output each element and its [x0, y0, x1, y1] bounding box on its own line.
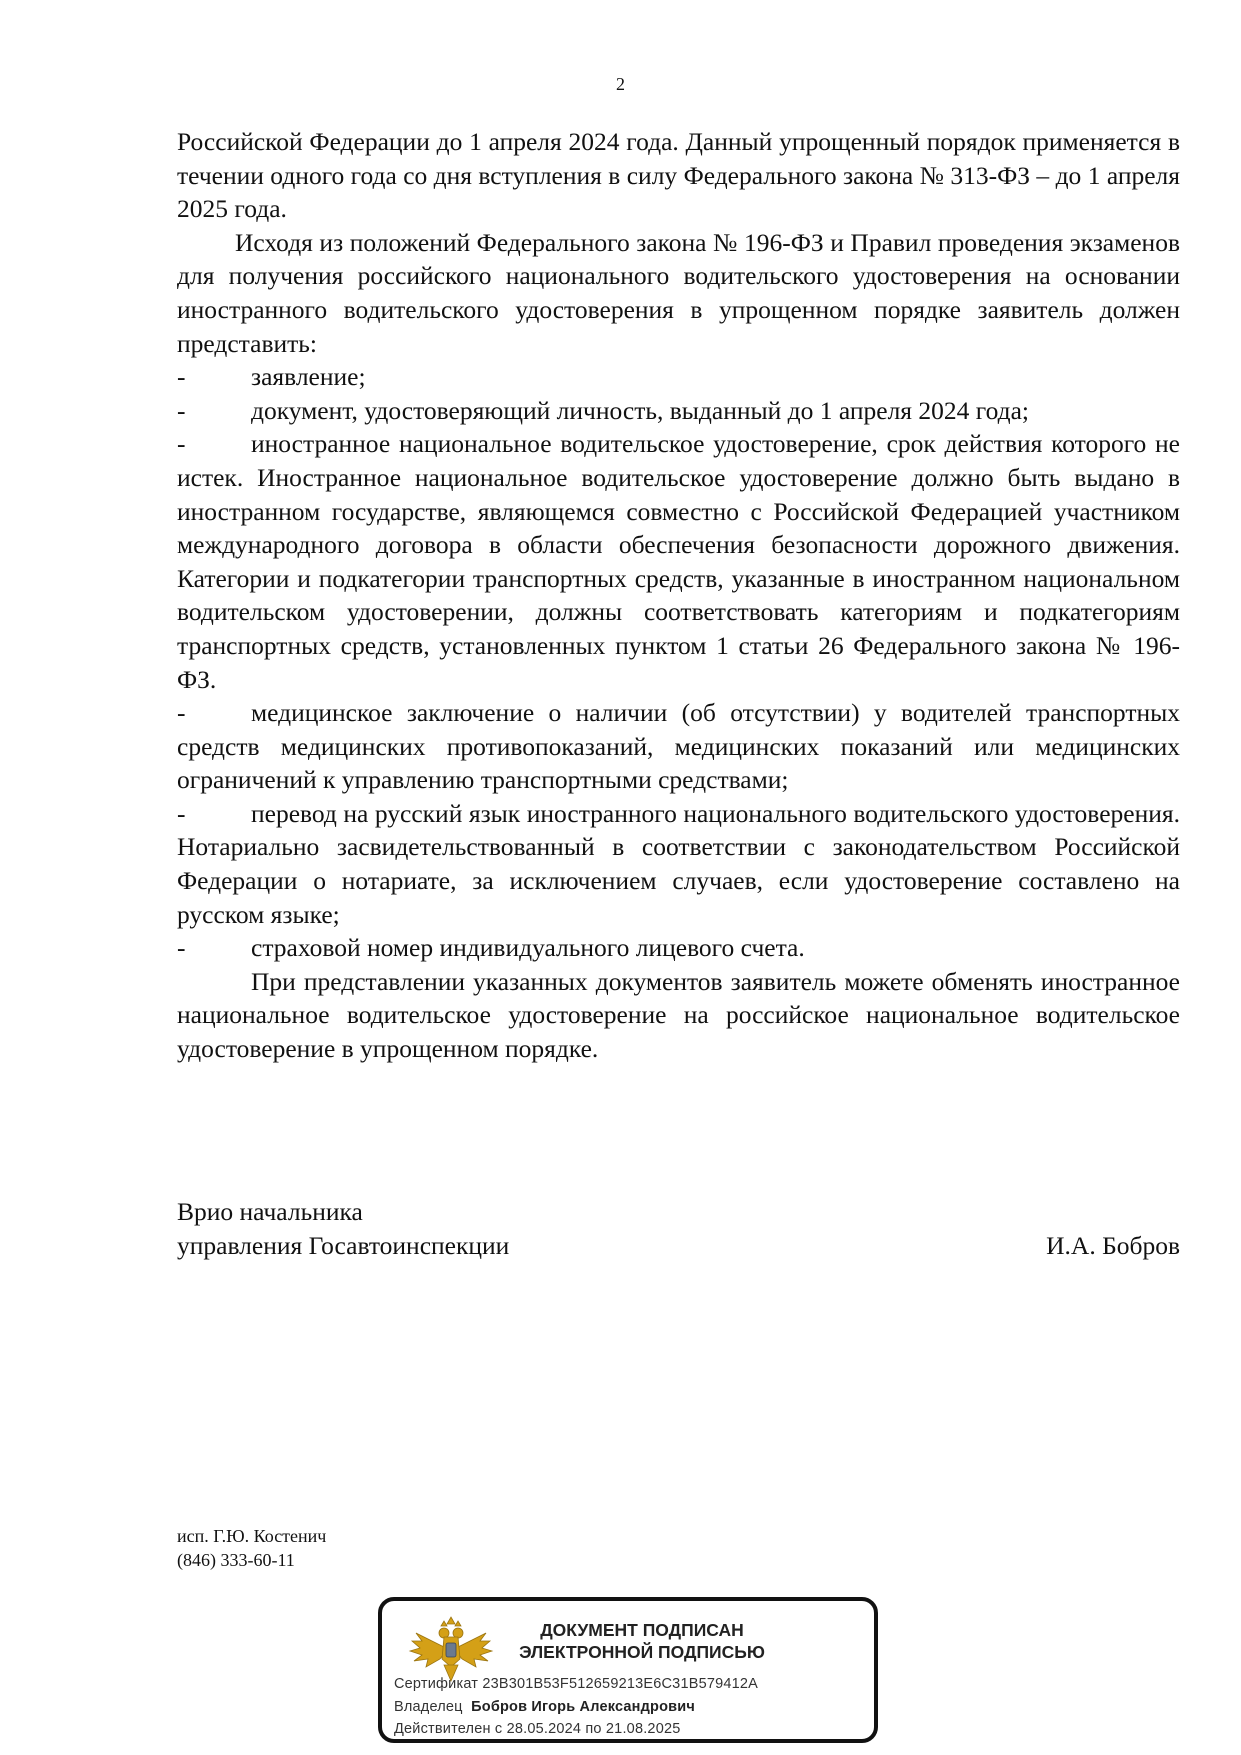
- executor-name: исп. Г.Ю. Костенич: [177, 1526, 327, 1546]
- signer-name: И.А. Бобров: [1046, 1230, 1180, 1260]
- signer-position-line1: Врио начальника: [177, 1197, 363, 1226]
- list-item: [177, 360, 1180, 394]
- stamp-title: [492, 1619, 792, 1663]
- list-marker: -: [177, 395, 186, 425]
- list-item-text: заявление;: [251, 362, 366, 392]
- list-marker: -: [177, 698, 186, 728]
- list-item: [177, 427, 1180, 696]
- list-marker: -: [177, 429, 186, 459]
- stamp-owner-line: [394, 1699, 695, 1715]
- list-item-text: медицинское заключение о наличии (об отсутствии) у водителей транспортных средств медицинских противопоказаний, медицинских показаний или медицинских ограничений к управлению транспортными средствами;: [177, 698, 1180, 795]
- document-body: [177, 125, 1180, 1066]
- certificate-label: Сертификат: [394, 1676, 479, 1692]
- list-item-text: иностранное национальное водительское удостоверение, срок действия которого не истек. Иностранное национальное водительское удостоверение должно быть выдано в иностранном государстве, являющемся совместно с Российской Федерацией участником международного договора в области обеспечения безопасности дорожного движения. Категории и подкатегории транспортных средств, указанные в иностранном национальном водительском удостоверении, должны соответствовать категориям и подкатегориям транспортных средств, установленных пунктом 1 статьи 26 Федерального закона № 196-ФЗ.: [177, 429, 1180, 694]
- paragraph: Российской Федерации до 1 апреля 2024 года. Данный упрощенный порядок применяется в течении одного года со дня вступления в силу Федерального закона № 313-ФЗ – до 1 апреля 2025 года.: [177, 127, 1180, 224]
- owner-value: Бобров Игорь Александрович: [471, 1699, 696, 1715]
- stamp-certificate-line: [394, 1676, 758, 1692]
- closing-paragraph: При представлении указанных документов заявитель можете обменять иностранное национальное водительское удостоверение на российское национальное водительское удостоверение в упрощенном порядке.: [177, 966, 1180, 1064]
- list-marker: -: [177, 798, 186, 828]
- executor-block: [177, 1524, 326, 1572]
- executor-phone: (846) 333-60-11: [177, 1550, 295, 1570]
- certificate-value: 23B301B53F512659213E6C31B579412A: [482, 1676, 759, 1692]
- stamp-title-line1: ДОКУМЕНТ ПОДПИСАН: [540, 1620, 744, 1640]
- signature-block: [177, 1195, 1180, 1262]
- page-number: 2: [616, 74, 625, 94]
- owner-label: Владелец: [394, 1699, 463, 1715]
- paragraph: Исходя из положений Федерального закона № 196-ФЗ и Правил проведения экзаменов для получения российского национального водительского удостоверения на основании иностранного водительского удостоверения в упрощенном порядке заявитель должен представить:: [177, 227, 1180, 358]
- list-marker: -: [177, 933, 186, 963]
- electronic-signature-stamp: [378, 1597, 878, 1743]
- list-item-text: перевод на русский язык иностранного национального водительского удостоверения. Нотариально засвидетельствованный в соответствии с законодательством Российской Федерации о нотариате, за исключением случаев, если удостоверение составлено на русском языке;: [177, 798, 1180, 929]
- list-marker: -: [177, 362, 186, 392]
- list-item-text: страховой номер индивидуального лицевого счета.: [251, 933, 805, 963]
- stamp-title-line2: ЭЛЕКТРОННОЙ ПОДПИСЬЮ: [519, 1642, 765, 1662]
- list-item: [177, 696, 1180, 797]
- list-item: [177, 931, 1180, 965]
- signer-position-line2: управления Госавтоинспекции: [177, 1230, 510, 1260]
- list-item: [177, 394, 1180, 428]
- stamp-validity-line: Действителен с 28.05.2024 по 21.08.2025: [394, 1721, 681, 1737]
- list-item-text: документ, удостоверяющий личность, выданный до 1 апреля 2024 года;: [251, 395, 1029, 425]
- list-item: [177, 797, 1180, 931]
